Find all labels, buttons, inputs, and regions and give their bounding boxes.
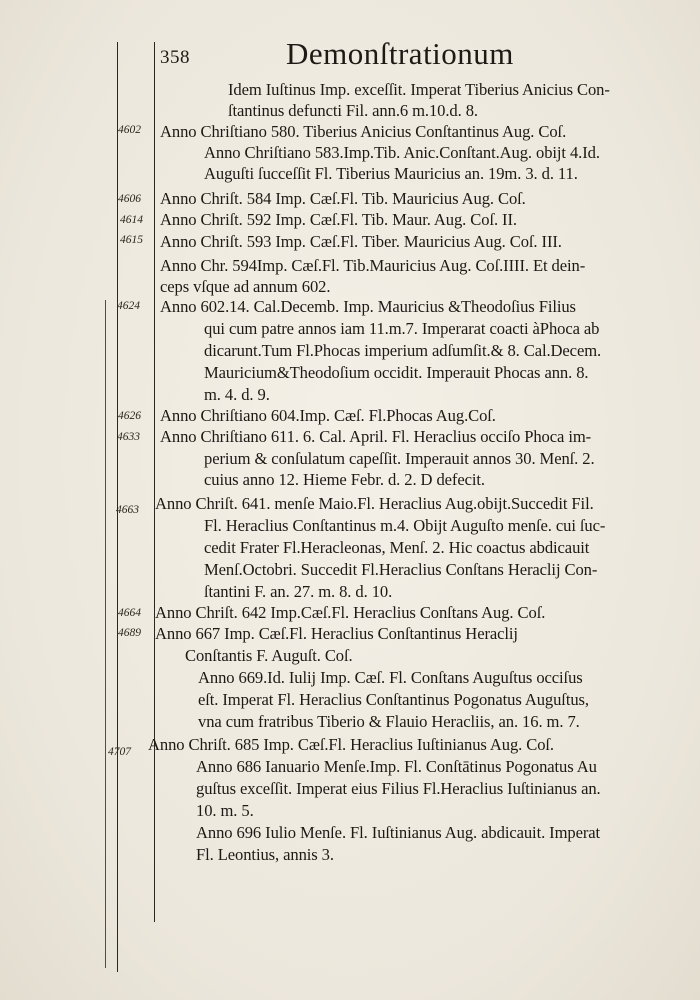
entry-line: Menſ.Octobri. Succedit Fl.Heraclius Conſtans Heraclij Con-	[204, 560, 598, 579]
entry-line: Anno Chriſtiano 580. Tiberius Anicius Conſtantinus Aug. Coſ.	[160, 122, 567, 141]
entry-line: Idem Iuſtinus Imp. exceſſit. Imperat Tiberius Anicius Con-	[228, 80, 610, 99]
entry-line: perium & conſulatum capeſſit. Imperauit annos 30. Menſ. 2.	[204, 449, 595, 468]
entry-line: Fl. Heraclius Conſtantinus m.4. Obijt Auguſto menſe. cui ſuc-	[204, 516, 606, 535]
entry-line: Anno Chriſt. 592 Imp. Cæſ.Fl. Tib. Maur. Aug. Coſ. II.	[160, 210, 517, 229]
entry-line: Anno 686 Ianuario Menſe.Imp. Fl. Conſtātinus Pogonatus Au	[196, 757, 597, 776]
margin-year: 4707	[108, 746, 131, 758]
entry-line: eſt. Imperat Fl. Heraclius Conſtantinus Pogonatus Auguſtus,	[198, 690, 589, 709]
entry-line: vna cum fratribus Tiberio & Flauio Heracliis, an. 16. m. 7.	[198, 712, 580, 731]
entry-line: Anno 669.Id. Iulij Imp. Cæſ. Fl. Conſtans Auguſtus occiſus	[198, 668, 583, 687]
entry-line: Anno Chriſtiano 604.Imp. Cæſ. Fl.Phocas Aug.Coſ.	[160, 406, 496, 425]
entry-line: m. 4. d. 9.	[204, 385, 270, 404]
margin-year: 4626	[118, 410, 141, 422]
entry-line: Auguſti ſucceſſit Fl. Tiberius Mauricius an. 19m. 3. d. 11.	[204, 164, 578, 183]
entry-line: dicarunt.Tum Fl.Phocas imperium adſumſit.& 8. Cal.Decem.	[204, 341, 602, 360]
entry-line: Anno Chriſt. 642 Imp.Cæſ.Fl. Heraclius Conſtans Aug. Coſ.	[155, 603, 546, 622]
entry-line: Anno Chriſtiano 611. 6. Cal. April. Fl. Heraclius occiſo Phoca im-	[160, 427, 592, 446]
entry-line: Conſtantis F. Auguſt. Coſ.	[185, 646, 353, 665]
entry-line: ſtantini F. an. 27. m. 8. d. 10.	[204, 582, 393, 601]
page-number: 358	[160, 47, 190, 68]
margin-year: 4689	[118, 627, 141, 639]
margin-year: 4633	[117, 431, 140, 443]
entry-line: Anno 602.14. Cal.Decemb. Imp. Mauricius &Theodoſius Filius	[160, 297, 576, 316]
entry-line: Anno 696 Iulio Menſe. Fl. Iuſtinianus Aug. abdicauit. Imperat	[196, 823, 601, 842]
entry-line: guſtus exceſſit. Imperat eius Filius Fl.Heraclius Iuſtinianus an.	[196, 779, 601, 798]
entry-line: Anno Chriſt. 685 Imp. Cæſ.Fl. Heraclius Iuſtinianus Aug. Coſ.	[148, 735, 554, 754]
entry-line: cuius anno 12. Hieme Febr. d. 2. D defecit.	[204, 470, 485, 489]
entry-line: Anno Chr. 594Imp. Cæſ.Fl. Tib.Mauricius Aug. Coſ.IIII. Et dein-	[160, 256, 586, 275]
entry-line: Anno Chriſtiano 583.Imp.Tib. Anic.Conſtant.Aug. obijt 4.Id.	[204, 143, 600, 162]
running-head: Demonſtrationum	[286, 36, 514, 71]
entry-line: Anno Chriſt. 593 Imp. Cæſ.Fl. Tiber. Mauricius Aug. Coſ. III.	[160, 232, 562, 251]
entry-line: Fl. Leontius, annis 3.	[196, 845, 334, 864]
margin-rule-outer	[105, 300, 106, 968]
entry-line: cedit Frater Fl.Heracleonas, Menſ. 2. Hic coactus abdicauit	[204, 538, 590, 557]
margin-year: 4614	[120, 214, 143, 226]
margin-year: 4663	[116, 504, 139, 516]
entry-line: qui cum patre annos iam 11.m.7. Imperarat coacti àPhoca ab	[204, 319, 600, 338]
entry-line: Anno Chriſt. 641. menſe Maio.Fl. Heraclius Aug.obijt.Succedit Fil.	[155, 494, 594, 513]
margin-year: 4664	[118, 607, 141, 619]
entry-line: Anno Chriſt. 584 Imp. Cæſ.Fl. Tib. Mauricius Aug. Coſ.	[160, 189, 526, 208]
entry-line: 10. m. 5.	[196, 801, 254, 820]
margin-rule-inner	[154, 42, 155, 922]
entry-line: Mauricium&Theodoſium occidit. Imperauit Phocas ann. 8.	[204, 363, 589, 382]
entry-line: ceps vſque ad annum 602.	[160, 277, 331, 296]
margin-year: 4606	[118, 193, 141, 205]
margin-year: 4624	[117, 300, 140, 312]
margin-year: 4602	[118, 124, 141, 136]
margin-year: 4615	[120, 234, 143, 246]
entry-line: ſtantinus defuncti Fil. ann.6 m.10.d. 8.	[228, 101, 478, 120]
entry-line: Anno 667 Imp. Cæſ.Fl. Heraclius Conſtantinus Heraclij	[155, 624, 518, 643]
